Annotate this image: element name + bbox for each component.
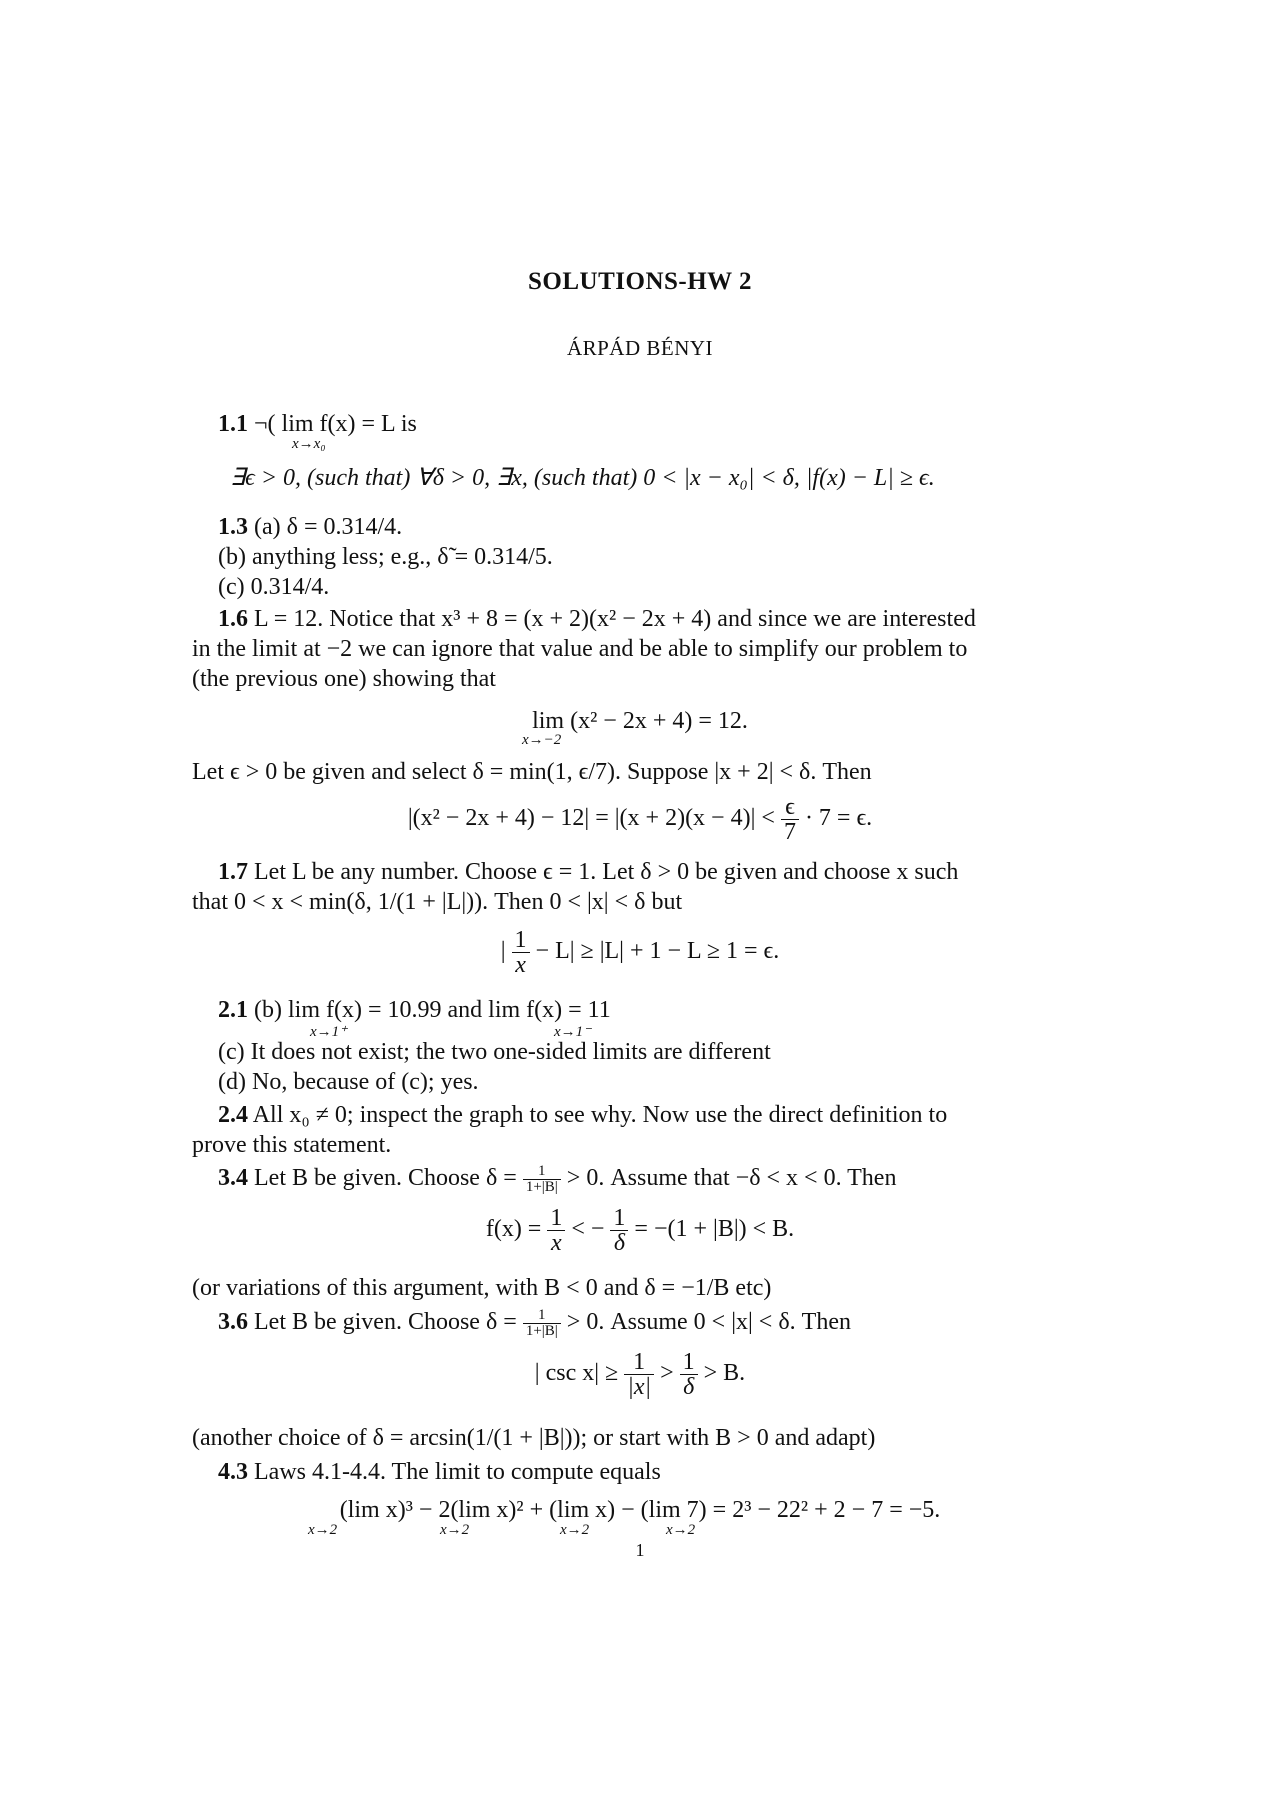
answer-c: (c) 0.314/4. xyxy=(218,574,330,600)
problem-2-1 xyxy=(218,998,611,1022)
document-author: ÁRPÁD BÉNYI xyxy=(566,336,714,360)
problem-text: ¬( lim f(x) = L is xyxy=(254,411,417,437)
equation-part: | csc x| ≥ xyxy=(534,1360,619,1387)
document-title: SOLUTIONS-HW 2 xyxy=(528,268,752,295)
negation-definition: ∃ϵ > 0, (such that) ∀δ > 0, ∃x, (such that) 0 < |x − x₀| < δ, |f(x) − L| ≥ ϵ. xyxy=(230,465,935,491)
equation-part: = −(1 + |B|) < B. xyxy=(634,1216,795,1243)
problem-label: 4.3 xyxy=(218,1459,248,1485)
problem-label: 3.4 xyxy=(218,1165,248,1192)
fraction xyxy=(523,1164,561,1195)
problem-3-4 xyxy=(218,1164,896,1195)
problem-text-line: Let B be given. Choose δ = xyxy=(254,1309,517,1336)
problem-text-line: All x₀ ≠ 0; inspect the graph to see why. Now use the direct definition to xyxy=(252,1102,948,1128)
problem-4-3 xyxy=(218,1460,661,1484)
answer-b: (b) lim f(x) = 10.99 and lim f(x) = 11 xyxy=(254,997,611,1023)
equation-part: | xyxy=(500,938,506,965)
problem-text-line: > 0. Assume 0 < |x| < δ. Then xyxy=(566,1309,851,1336)
limit-subscript: x→1⁻ xyxy=(554,1024,592,1040)
numerator: 1 xyxy=(624,1350,654,1375)
answer-d: (d) No, because of (c); yes. xyxy=(218,1069,479,1095)
answer-c: (c) It does not exist; the two one-sided limits are different xyxy=(218,1039,771,1065)
problem-text-line: Let B be given. Choose δ = xyxy=(254,1165,517,1192)
problem-text-line: Laws 4.1-4.4. The limit to compute equals xyxy=(254,1459,661,1485)
problem-label: 3.6 xyxy=(218,1309,248,1336)
fraction xyxy=(624,1350,654,1399)
limit-subscript: x→x₀ xyxy=(292,436,326,452)
denominator: x xyxy=(515,952,526,978)
problem-3-6 xyxy=(218,1308,851,1339)
problem-1-1 xyxy=(218,412,417,436)
answer-b: (b) anything less; e.g., δ̃ = 0.314/5. xyxy=(218,544,553,570)
equation-reciprocal xyxy=(0,928,1280,977)
fraction xyxy=(523,1308,561,1339)
denominator: 1+|B| xyxy=(525,1323,558,1339)
equation-part: f(x) = xyxy=(485,1216,542,1243)
equation-final: (lim x)³ − 2(lim x)² + (lim x) − (lim 7) = 2³ − 22² + 2 − 7 = −5. xyxy=(339,1497,941,1523)
numerator: 1 xyxy=(523,1308,561,1324)
denominator: δ xyxy=(613,1230,625,1256)
equation-part: < − xyxy=(571,1216,605,1243)
problem-text-line: prove this statement. xyxy=(192,1132,392,1158)
problem-label: 1.7 xyxy=(218,859,248,885)
equation-epsilon xyxy=(0,795,1280,844)
problem-text-line: Let L be any number. Choose ϵ = 1. Let δ > 0 be given and choose x such xyxy=(254,859,959,885)
fraction xyxy=(680,1350,698,1399)
fraction xyxy=(610,1206,628,1255)
numerator: 1 xyxy=(680,1350,698,1375)
equation-part: |(x² − 2x + 4) − 12| = |(x + 2)(x − 4)| < xyxy=(407,805,775,832)
answer-a: (a) δ = 0.314/4. xyxy=(254,514,403,540)
numerator: 1 xyxy=(610,1206,628,1231)
fraction xyxy=(781,795,799,844)
denominator: 1+|B| xyxy=(525,1179,558,1195)
problem-text-line: (or variations of this argument, with B < 0 and δ = −1/B etc) xyxy=(192,1275,772,1301)
problem-label: 1.1 xyxy=(218,411,248,437)
page-number: 1 xyxy=(635,1540,645,1560)
denominator: x xyxy=(551,1230,562,1256)
fraction xyxy=(512,928,530,977)
denominator: 7 xyxy=(783,819,796,845)
problem-label: 2.4 xyxy=(218,1102,248,1128)
equation-part: > B. xyxy=(703,1360,746,1387)
limit-subscript: x→−2 xyxy=(522,732,562,748)
equation-part: · 7 = ϵ. xyxy=(804,805,873,832)
problem-text-line: (another choice of δ = arcsin(1/(1 + |B|)); or start with B > 0 and adapt) xyxy=(192,1425,876,1451)
problem-text-line: in the limit at −2 we can ignore that value and be able to simplify our problem to xyxy=(192,636,968,662)
problem-1-3 xyxy=(218,515,402,539)
equation-part: > xyxy=(660,1360,674,1387)
numerator: 1 xyxy=(547,1206,565,1231)
denominator: δ xyxy=(683,1374,695,1400)
problem-1-6 xyxy=(218,607,976,631)
limit-subscript: x→2 xyxy=(440,1522,470,1538)
denominator: |x| xyxy=(627,1374,652,1400)
equation-limit: lim (x² − 2x + 4) = 12. xyxy=(532,708,748,734)
fraction xyxy=(547,1206,565,1255)
limit-subscript: x→2 xyxy=(666,1522,696,1538)
problem-2-4 xyxy=(218,1103,947,1127)
numerator: 1 xyxy=(523,1164,561,1180)
problem-text-line: > 0. Assume that −δ < x < 0. Then xyxy=(566,1165,897,1192)
problem-1-7 xyxy=(218,860,958,884)
numerator: 1 xyxy=(512,928,530,953)
problem-text-line: that 0 < x < min(δ, 1/(1 + |L|)). Then 0 < |x| < δ but xyxy=(192,889,683,915)
equation-f-bound xyxy=(0,1206,1280,1255)
problem-label: 1.6 xyxy=(218,606,248,632)
numerator: ϵ xyxy=(781,795,799,820)
limit-subscript: x→2 xyxy=(308,1522,338,1538)
limit-subscript: x→2 xyxy=(560,1522,590,1538)
problem-label: 2.1 xyxy=(218,997,248,1023)
problem-text-line: L = 12. Notice that x³ + 8 = (x + 2)(x² − 2x + 4) and since we are interested xyxy=(254,606,976,632)
problem-text-line: (the previous one) showing that xyxy=(192,666,496,692)
problem-label: 1.3 xyxy=(218,514,248,540)
equation-part: − L| ≥ |L| + 1 − L ≥ 1 = ϵ. xyxy=(535,938,780,965)
problem-text-line: Let ϵ > 0 be given and select δ = min(1, ϵ/7). Suppose |x + 2| < δ. Then xyxy=(192,759,872,785)
equation-csc-bound xyxy=(0,1350,1280,1399)
limit-subscript: x→1⁺ xyxy=(310,1024,348,1040)
